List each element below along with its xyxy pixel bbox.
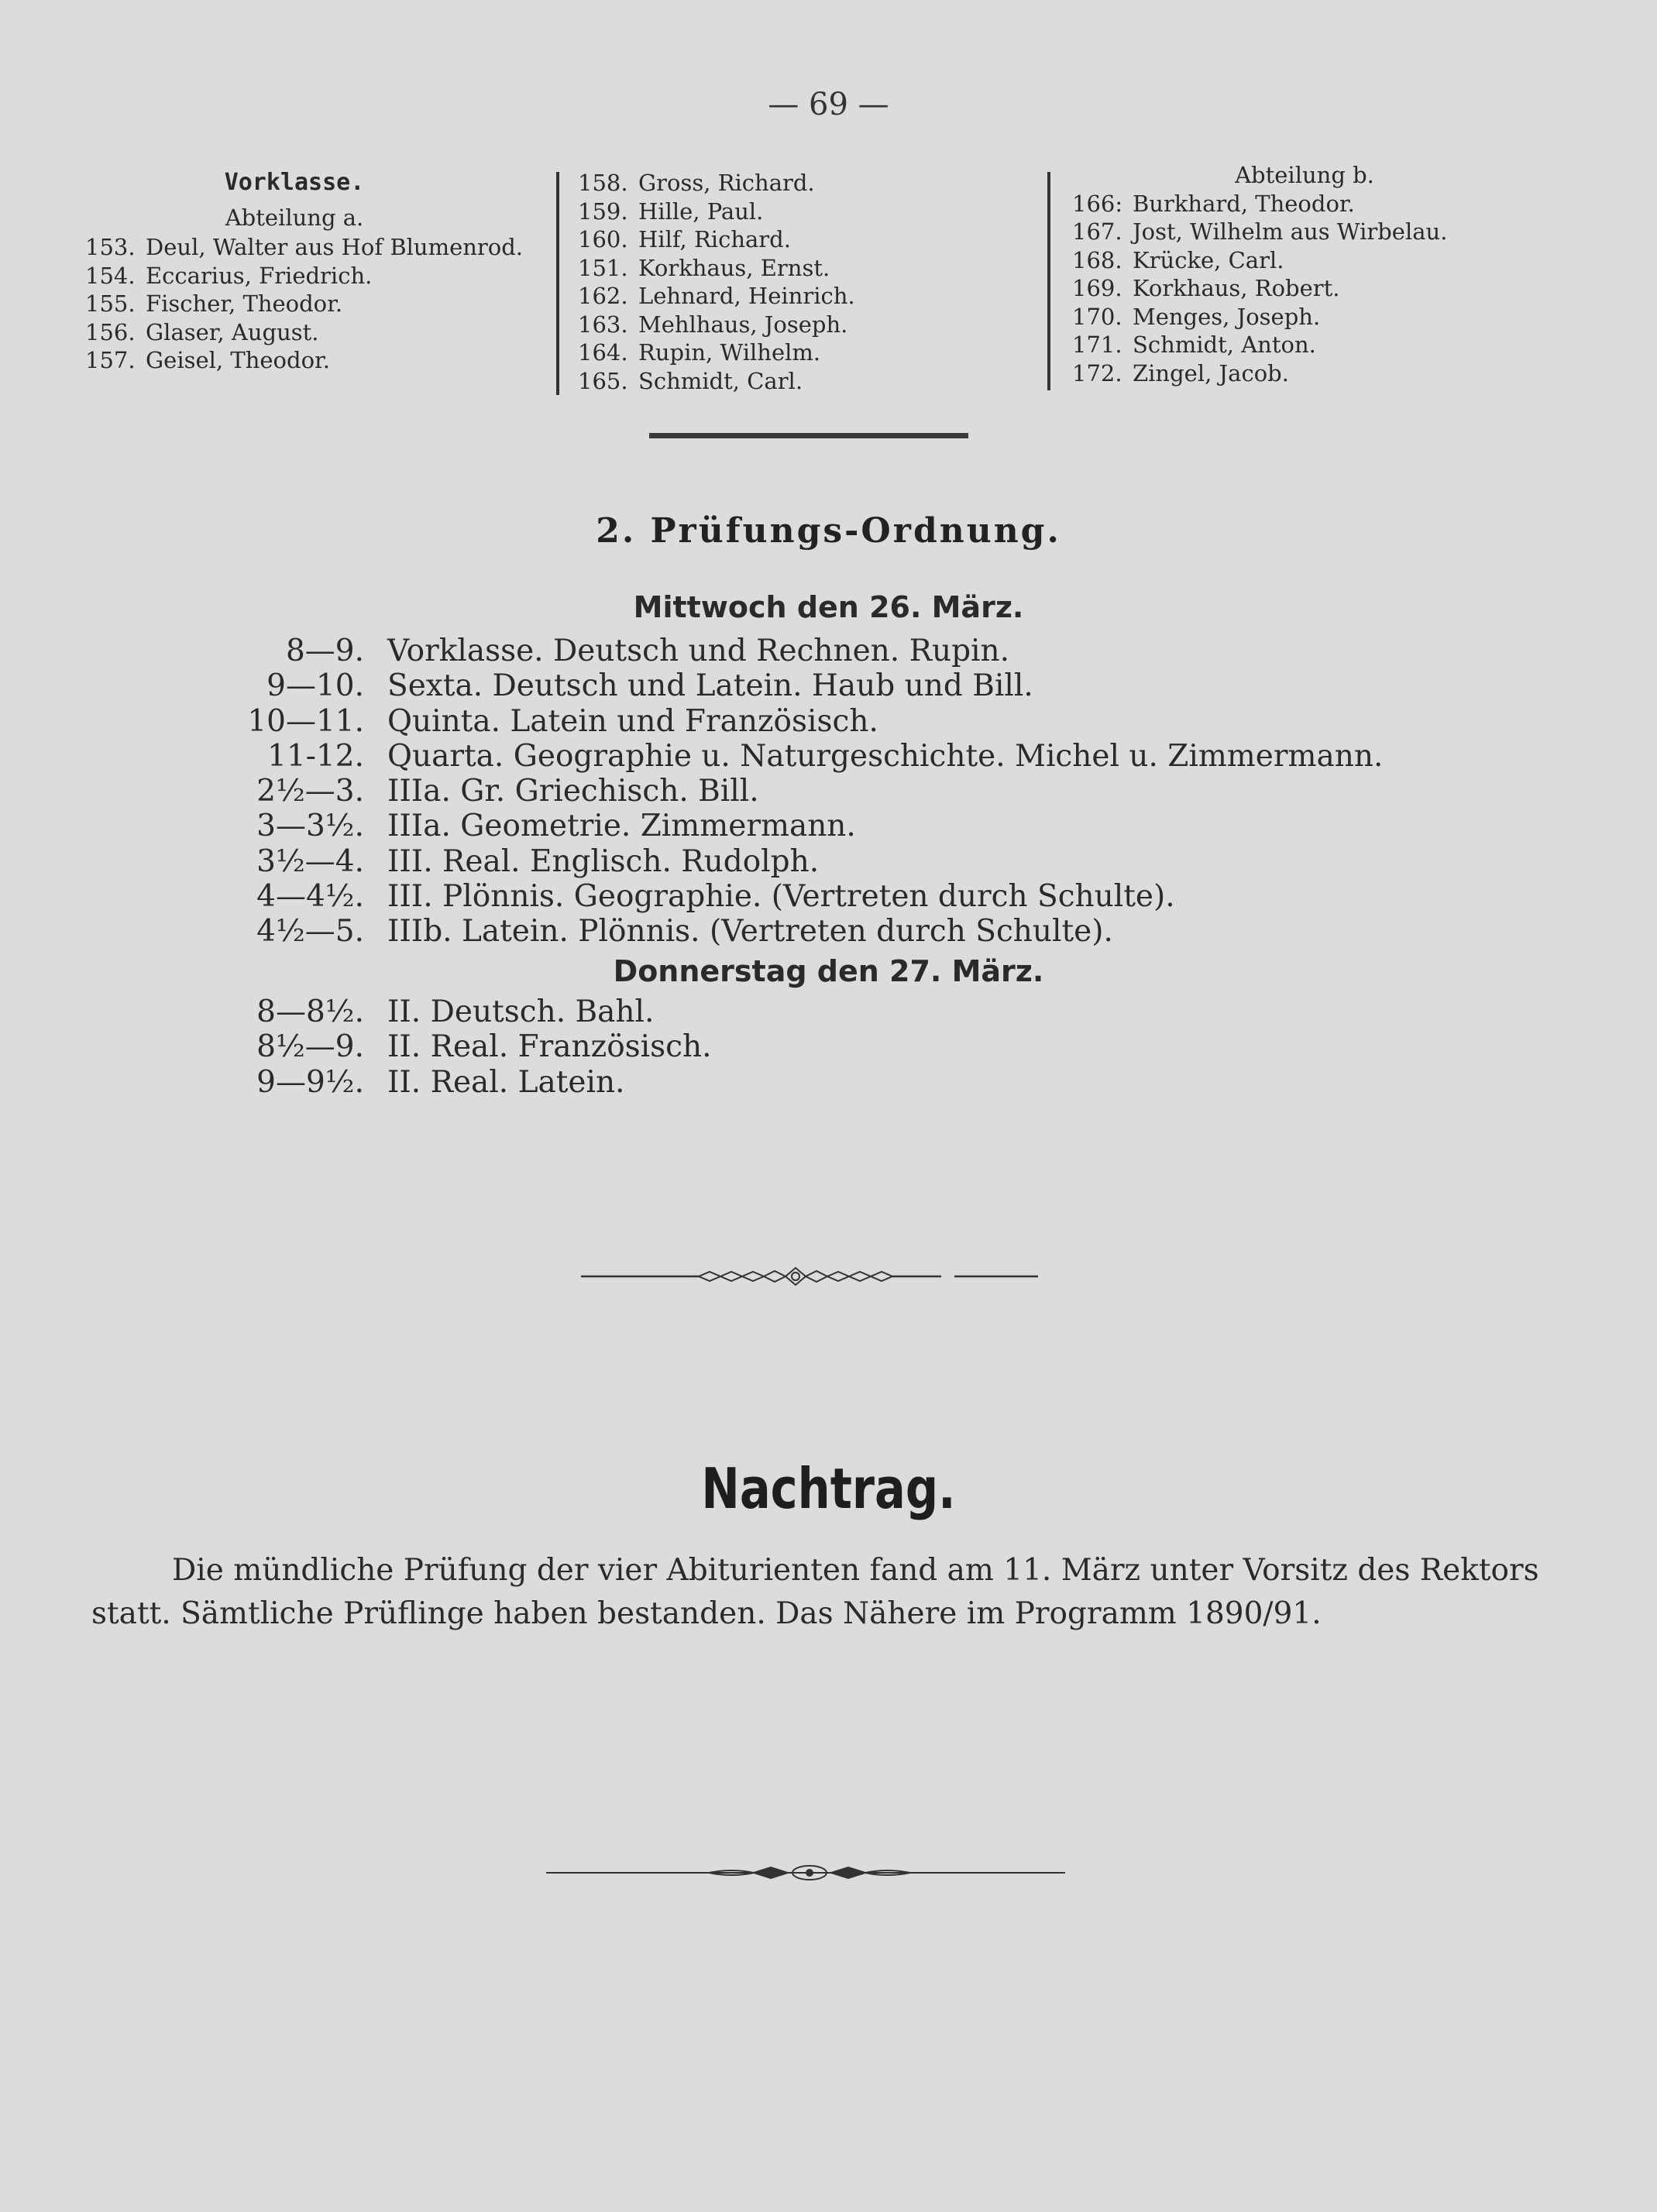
schedule-time: 8—8½. (256, 994, 364, 1029)
schedule-row (232, 774, 1383, 809)
schedule-row (232, 739, 1383, 774)
schedule-text: III. Real. Englisch. Rudolph. (387, 843, 820, 879)
column-divider (556, 172, 559, 395)
list-item (578, 254, 1012, 283)
ornamental-divider (581, 1262, 1046, 1293)
schedule-text: Quinta. Latein und Französisch. (387, 703, 878, 739)
entry-number: 156. (85, 318, 136, 345)
schedule-row (232, 994, 712, 1029)
entry-number: 171. (1072, 331, 1122, 358)
entry-number: 168. (1072, 246, 1122, 273)
list-item (1072, 218, 1552, 246)
entry-name: Rupin, Wilhelm. (638, 339, 821, 366)
schedule-text: IIIb. Latein. Plönnis. (Vertreten durch Schulte). (387, 914, 1113, 950)
schedule-text: IIIa. Gr. Griechisch. Bill. (387, 774, 759, 809)
schedule-row (232, 634, 1383, 668)
list-item (1072, 303, 1552, 331)
entry-name: Deul, Walter aus Hof Blumenrod. (146, 234, 524, 260)
schedule-time: 11-12. (267, 738, 364, 774)
entry-number: 162. (578, 283, 628, 309)
list-item (578, 338, 1012, 367)
entry-number: 154. (85, 262, 136, 289)
paragraph-line: Die mündliche Prüfung der vier Abiturienten fand am 11. März unter Vorsitz des Rektors (172, 1553, 1539, 1588)
schedule-time: 4—4½. (256, 879, 364, 915)
entry-name: Jost, Wilhelm aus Wirbelau. (1133, 218, 1448, 245)
list-item (578, 367, 1012, 396)
schedule-time: 3—3½. (256, 809, 364, 844)
schedule-text: Vorklasse. Deutsch und Rechnen. Rupin. (387, 634, 1010, 668)
entry-name: Schmidt, Anton. (1133, 331, 1316, 358)
schedule-time: 9—10. (266, 668, 364, 704)
ornamental-divider (546, 1857, 1073, 1888)
schedule-row (232, 1029, 712, 1064)
list-item (85, 262, 550, 290)
class-list-column-1 (85, 169, 550, 375)
entry-name: Menges, Joseph. (1133, 303, 1321, 330)
page-number: — 69 — (768, 87, 889, 122)
entry-number: 167. (1072, 218, 1122, 245)
list-item (1072, 359, 1552, 388)
entry-number: 164. (578, 339, 628, 366)
schedule-time: 4½—5. (256, 914, 364, 950)
schedule-text: II. Deutsch. Bahl. (387, 994, 655, 1029)
list-item (85, 346, 550, 375)
column-subheading: Abteilung b. (1235, 162, 1374, 188)
column-subheading: Abteilung a. (225, 204, 364, 231)
entry-number: 170. (1072, 303, 1122, 330)
schedule-time: 10—11. (247, 703, 364, 739)
list-item (578, 282, 1012, 311)
entry-name: Hille, Paul. (638, 198, 764, 225)
schedule-time: 3½—4. (256, 843, 364, 879)
entry-name: Fischer, Theodor. (146, 290, 343, 317)
entry-name: Zingel, Jacob. (1133, 359, 1289, 386)
entry-name: Lehnard, Heinrich. (638, 283, 855, 309)
paragraph-line: statt. Sämtliche Prüflinge haben bestanden. Das Nähere im Programm 1890/91. (91, 1596, 1322, 1631)
entry-number: 151. (578, 254, 628, 281)
schedule-time: 8—9. (285, 634, 364, 668)
list-item (578, 169, 1012, 198)
entry-number: 159. (578, 198, 628, 225)
schedule-row (232, 844, 1383, 879)
list-item (85, 233, 550, 262)
entry-name: Gross, Richard. (638, 170, 815, 196)
schedule-block (232, 634, 1383, 950)
column-divider (1047, 172, 1050, 390)
list-item (1072, 274, 1552, 303)
list-item (1072, 246, 1552, 275)
list-item (1072, 190, 1552, 218)
entry-number: 157. (85, 347, 136, 373)
day-heading: Donnerstag den 27. März. (613, 954, 1044, 988)
list-item (578, 225, 1012, 254)
schedule-row (232, 879, 1383, 914)
entry-number: 160. (578, 226, 628, 252)
entry-name: Geisel, Theodor. (146, 347, 330, 373)
entry-number: 172. (1072, 359, 1122, 386)
entry-name: Burkhard, Theodor. (1133, 190, 1355, 217)
schedule-row (232, 809, 1383, 843)
schedule-text: III. Plönnis. Geographie. (Vertreten durch Schulte). (387, 879, 1175, 915)
entry-number: 166: (1072, 190, 1123, 217)
entry-name: Krücke, Carl. (1133, 246, 1284, 273)
entry-name: Korkhaus, Ernst. (638, 254, 830, 281)
schedule-block (232, 994, 712, 1100)
list-item (1072, 331, 1552, 359)
schedule-row (232, 668, 1383, 703)
entry-number: 155. (85, 290, 136, 317)
schedule-row (232, 914, 1383, 949)
schedule-text: IIIa. Geometrie. Zimmermann. (387, 809, 856, 844)
schedule-text: II. Real. Latein. (387, 1064, 625, 1100)
schedule-time: 9—9½. (256, 1064, 364, 1100)
entry-name: Glaser, August. (146, 318, 319, 345)
schedule-text: Sexta. Deutsch und Latein. Haub und Bill. (387, 668, 1033, 704)
nachtrag-title: Nachtrag. (701, 1456, 956, 1521)
schedule-time: 2½—3. (256, 774, 364, 809)
nachtrag-paragraph (91, 1549, 1540, 1636)
schedule-text: Quarta. Geographie u. Naturgeschichte. Michel u. Zimmermann. (387, 738, 1384, 774)
column-heading: Vorklasse. (224, 169, 365, 196)
entry-number: 163. (578, 311, 628, 338)
entry-name: Eccarius, Friedrich. (146, 262, 373, 289)
schedule-text: II. Real. Französisch. (387, 1029, 712, 1065)
entry-name: Mehlhaus, Joseph. (638, 311, 848, 338)
list-item (578, 311, 1012, 339)
section-title: 2. Prüfungs-Ordnung. (596, 511, 1061, 551)
list-item (85, 290, 550, 318)
entry-name: Korkhaus, Robert. (1133, 275, 1340, 301)
list-item (85, 318, 550, 347)
section-rule (649, 433, 968, 438)
class-list-column-3 (1072, 161, 1552, 387)
entry-name: Hilf, Richard. (638, 226, 791, 252)
entry-number: 158. (578, 170, 628, 196)
entry-number: 153. (85, 234, 136, 260)
class-list-column-2 (578, 169, 1012, 395)
list-item (578, 198, 1012, 226)
entry-name: Schmidt, Carl. (638, 367, 803, 394)
day-heading: Mittwoch den 26. März. (633, 590, 1024, 624)
schedule-time: 8½—9. (256, 1029, 364, 1065)
entry-number: 165. (578, 367, 628, 394)
schedule-row (232, 1065, 712, 1100)
entry-number: 169. (1072, 275, 1122, 301)
schedule-row (232, 704, 1383, 739)
